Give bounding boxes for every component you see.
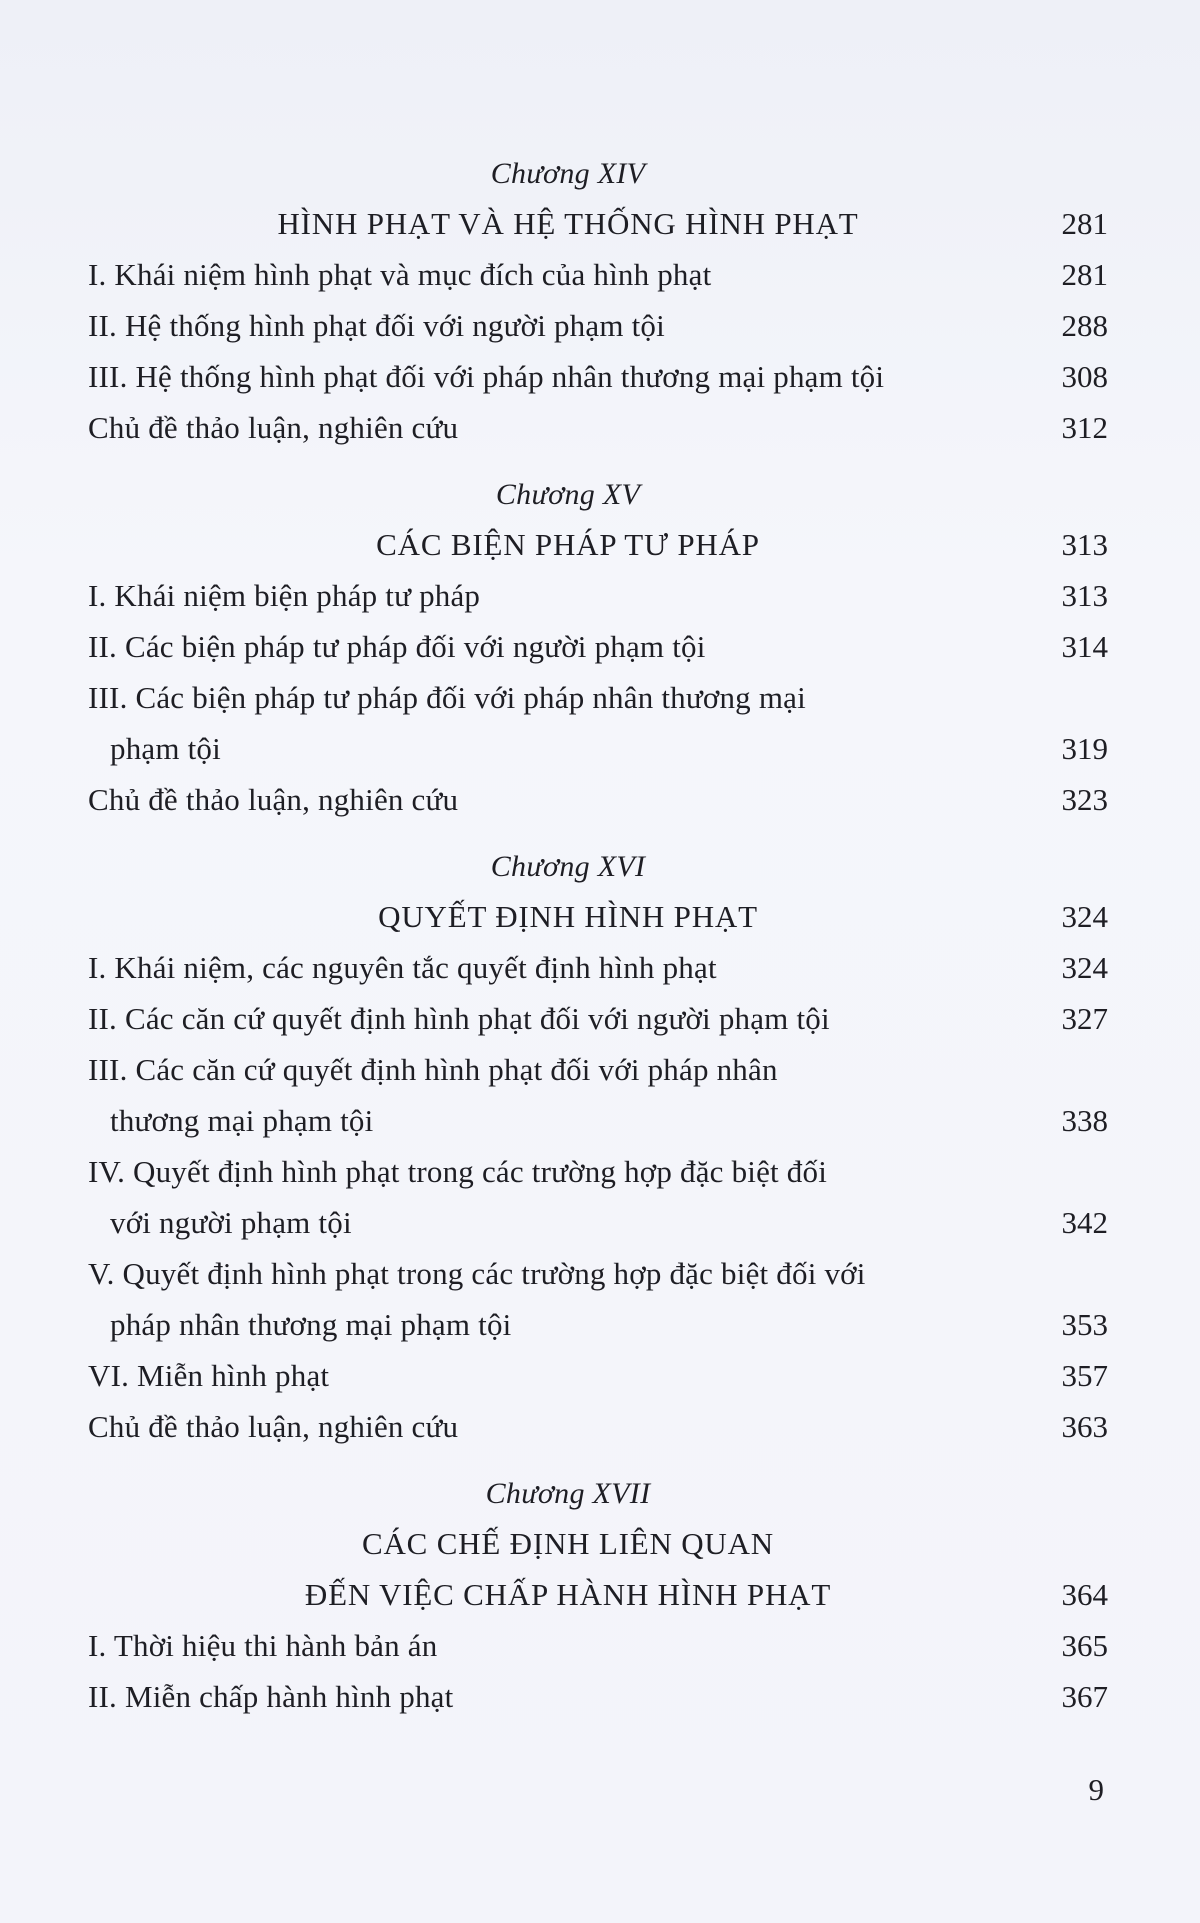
chapter-title-row [88, 1569, 1108, 1620]
toc-entry-text: III. Hệ thống hình phạt đối với pháp nhân thương mại phạm tội [88, 359, 885, 394]
chapter-title: HÌNH PHẠT VÀ HỆ THỐNG HÌNH PHẠT [277, 206, 859, 241]
toc-entry [88, 249, 1108, 300]
page-number: 9 [1088, 1772, 1104, 1807]
chapter-title-row [88, 519, 1108, 570]
toc-entry-page-number: 323 [1061, 782, 1108, 817]
toc-entry-page-number: 357 [1061, 1358, 1108, 1393]
toc-entry [88, 1146, 1108, 1248]
chapter-page-number: 364 [1061, 1577, 1108, 1612]
chapter-spacer [88, 453, 1108, 471]
toc-entry-text: pháp nhân thương mại phạm tội [110, 1307, 512, 1342]
toc-entry-text: phạm tội [110, 731, 221, 766]
toc-entry-text: I. Khái niệm biện pháp tư pháp [88, 578, 481, 613]
toc-entry-page-number: 313 [1061, 578, 1108, 613]
toc-entry [88, 1248, 1108, 1350]
toc-entry [88, 1350, 1108, 1401]
toc-entry-text: IV. Quyết định hình phạt trong các trường hợp đặc biệt đối [88, 1154, 828, 1189]
toc-entry [88, 993, 1108, 1044]
toc-entry-text: Chủ đề thảo luận, nghiên cứu [88, 410, 459, 445]
toc-entry-text: I. Khái niệm, các nguyên tắc quyết định hình phạt [88, 950, 717, 985]
chapter-title-row [88, 1518, 1108, 1569]
toc-entry-text: II. Các căn cứ quyết định hình phạt đối với người phạm tội [88, 1001, 830, 1036]
toc-entry [88, 351, 1108, 402]
toc-entry-page-number: 308 [1061, 359, 1108, 394]
toc-entry [88, 774, 1108, 825]
toc-entry-text: với người phạm tội [110, 1205, 352, 1240]
toc-entry-text: VI. Miễn hình phạt [88, 1358, 330, 1393]
toc-entry-page-number: 319 [1061, 731, 1108, 766]
chapter-label: Chương XVI [490, 850, 646, 883]
toc-entry [88, 300, 1108, 351]
toc-entry-page-number: 365 [1061, 1628, 1108, 1663]
chapter-title-row [88, 198, 1108, 249]
chapter-label: Chương XVII [485, 1477, 651, 1510]
toc-entry [88, 402, 1108, 453]
chapter-page-number: 324 [1061, 899, 1108, 934]
toc-entry-page-number: 312 [1061, 410, 1108, 445]
toc-entry-text: II. Các biện pháp tư pháp đối với người phạm tội [88, 629, 706, 664]
toc-entry-text: II. Miễn chấp hành hình phạt [88, 1679, 454, 1714]
toc-entry-page-number: 342 [1061, 1205, 1108, 1240]
chapter-section [88, 453, 1108, 825]
chapter-page-number: 281 [1061, 206, 1108, 241]
toc-entry-page-number: 367 [1061, 1679, 1108, 1714]
toc-entry-page-number: 363 [1061, 1409, 1108, 1444]
toc-entry [88, 942, 1108, 993]
toc-entry-page-number: 288 [1061, 308, 1108, 343]
chapter-title: ĐẾN VIỆC CHẤP HÀNH HÌNH PHẠT [304, 1577, 832, 1612]
chapter-title-row [88, 891, 1108, 942]
toc-entry-page-number: 353 [1061, 1307, 1108, 1342]
toc-entry-page-number: 324 [1061, 950, 1108, 985]
toc-entry-text: Chủ đề thảo luận, nghiên cứu [88, 1409, 459, 1444]
toc-entry [88, 570, 1108, 621]
toc-entry-text: thương mại phạm tội [110, 1103, 374, 1138]
toc-entry-text: III. Các biện pháp tư pháp đối với pháp nhân thương mại [88, 680, 806, 715]
toc-entry-page-number: 314 [1061, 629, 1108, 664]
chapter-page-number: 313 [1061, 527, 1108, 562]
chapter-title: QUYẾT ĐỊNH HÌNH PHẠT [378, 899, 758, 934]
toc-entry [88, 1620, 1108, 1671]
toc-entry-page-number: 327 [1061, 1001, 1108, 1036]
toc-entry [88, 1044, 1108, 1146]
toc-entry [88, 672, 1108, 774]
toc-entry-text: I. Thời hiệu thi hành bản án [88, 1628, 438, 1663]
table-of-contents [88, 150, 1108, 1722]
toc-entry-text: III. Các căn cứ quyết định hình phạt đối với pháp nhân [88, 1052, 778, 1087]
toc-entry-text: I. Khái niệm hình phạt và mục đích của hình phạt [88, 257, 712, 292]
toc-entry-text: II. Hệ thống hình phạt đối với người phạm tội [88, 308, 665, 343]
toc-entry-text: V. Quyết định hình phạt trong các trường hợp đặc biệt đối với [88, 1256, 866, 1291]
chapter-section [88, 825, 1108, 1452]
toc-entry-text: Chủ đề thảo luận, nghiên cứu [88, 782, 459, 817]
chapter-label: Chương XIV [490, 157, 646, 190]
chapter-title: CÁC CHẾ ĐỊNH LIÊN QUAN [362, 1526, 774, 1561]
toc-entry-page-number: 338 [1061, 1103, 1108, 1138]
chapter-label: Chương XV [495, 478, 641, 511]
chapter-section [88, 150, 1108, 453]
toc-entry-page-number: 281 [1061, 257, 1108, 292]
toc-entry [88, 621, 1108, 672]
chapter-spacer [88, 1452, 1108, 1470]
toc-entry [88, 1671, 1108, 1722]
chapter-title: CÁC BIỆN PHÁP TƯ PHÁP [376, 527, 760, 562]
chapter-spacer [88, 825, 1108, 843]
toc-entry [88, 1401, 1108, 1452]
chapter-section [88, 1452, 1108, 1722]
